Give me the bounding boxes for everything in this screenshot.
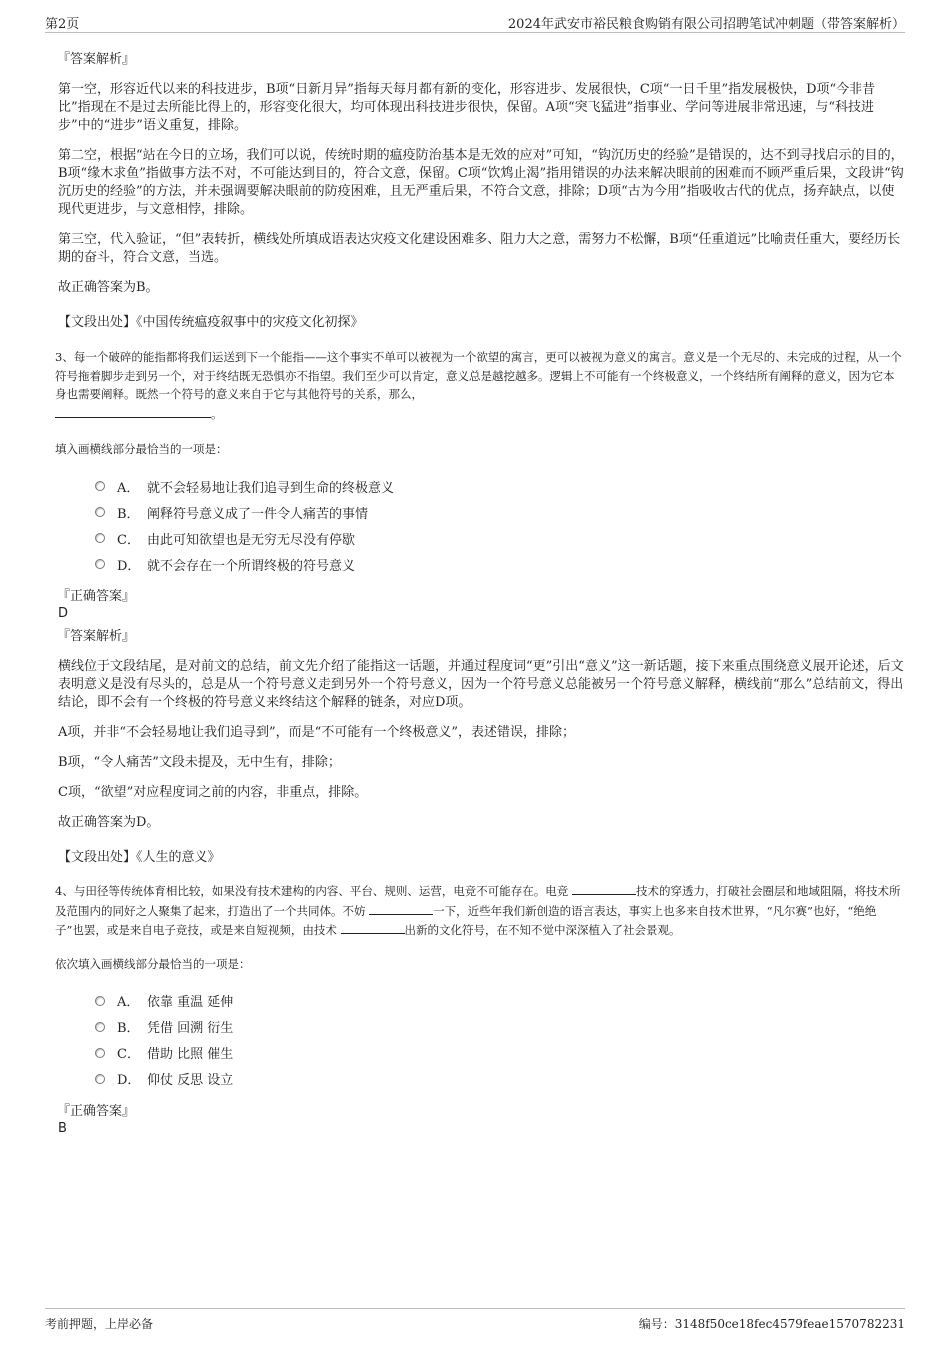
option-list <box>95 473 905 577</box>
option-b[interactable]: B． 凭借 回溯 衍生 <box>95 1014 905 1040</box>
page-header <box>45 10 905 33</box>
answer-blank <box>341 920 405 934</box>
question-prompt: 依次填入画横线部分最恰当的一项是： <box>55 956 251 971</box>
radio-icon[interactable] <box>95 1074 105 1084</box>
correct-answer: D <box>58 606 69 621</box>
option-a[interactable]: A． 就不会轻易地让我们追寻到生命的终极意义 <box>95 473 905 499</box>
answer-analysis-label: 『答案解析』 <box>57 52 136 67</box>
option-d[interactable]: D． 就不会存在一个所谓终极的符号意义 <box>95 551 905 577</box>
radio-icon[interactable] <box>95 533 105 543</box>
option-c[interactable]: C． 由此可知欲望也是无穷无尽没有停歇 <box>95 525 905 551</box>
conclusion: 故正确答案为D。 <box>58 815 160 830</box>
answer-blank <box>55 404 211 418</box>
answer-blank <box>572 881 636 895</box>
answer-blank <box>369 901 433 915</box>
radio-icon[interactable] <box>95 507 105 517</box>
conclusion: 故正确答案为B。 <box>58 280 159 295</box>
main-content <box>55 40 905 1136</box>
radio-icon[interactable] <box>95 1048 105 1058</box>
radio-icon[interactable] <box>95 996 105 1006</box>
option-a[interactable]: A． 依靠 重温 延伸 <box>95 988 905 1014</box>
radio-icon[interactable] <box>95 481 105 491</box>
analysis-paragraph: A项，并非“不会轻易地让我们追寻到”，而是“不可能有一个终极意义”，表述错误，排除； <box>58 725 575 740</box>
option-b[interactable]: B． 阐释符号意义成了一件令人痛苦的事情 <box>95 499 905 525</box>
correct-answer-label: 『正确答案』 <box>57 1103 136 1119</box>
page-footer <box>45 1308 905 1339</box>
document-title: 2024年武安市裕民粮食购销有限公司招聘笔试冲刺题（带答案解析） <box>507 17 905 32</box>
analysis-paragraph: C项，“欲望”对应程度词之前的内容，非重点，排除。 <box>58 785 368 800</box>
answer-analysis-label: 『答案解析』 <box>57 629 136 644</box>
question-prompt: 填入画横线部分最恰当的一项是： <box>55 442 228 456</box>
source-citation: 【文段出处】《人生的意义》 <box>58 850 221 865</box>
analysis-paragraph: 第一空，形容近代以来的科技进步，B项“日新月异”指每天每月都有新的变化，形容进步、发展很快，C项“一日千里”指发展极快，D项“今非昔比”指现在不是过去所能比得上的，形容变化很大，均可体现出科技进步很快，保留。A项“突飞猛进”指事业、学问等进展非常迅速，与“科技进步”中的“进步”语义重复，排除。 <box>58 82 876 133</box>
correct-answer-label: 『正确答案』 <box>57 589 136 604</box>
question-stem: 3、每一个破碎的能指都将我们运送到下一个能指——这个事实不单可以被视为一个欲望的寓言，更可以被视为意义的寓言。意义是一个无尽的、未完成的过程，从一个符号拖着脚步走到另一个，对于终结既无恐惧亦不指望。我们至少可以肯定，意义总是越挖越多。逻辑上不可能有一个终极意义，一个终结所有阐释的意义，因为它本身也需要阐释。既然一个符号的意义来自于它与其他符号的关系，那么， 。 <box>55 350 902 421</box>
analysis-paragraph: 横线位于文段结尾，是对前文的总结，前文先介绍了能指这一话题，并通过程度词“更”引出“意义”这一新话题，接下来重点围绕意义展开论述，后文表明意义是没有尽头的，总是从一个符号意义走到另外一个符号意义，因为一个符号意义总能被另一个符号意义解释，横线前“那么”总结前文，得出结论，即不会有一个终极的符号意义来终结这个解释的链条，对应D项。 <box>58 659 904 710</box>
analysis-paragraph: 第三空，代入验证，“但”表转折，横线处所填成语表达灾疫文化建设困难多、阻力大之意，需努力不松懈，B项“任重道远”比喻责任重大，要经历长期的奋斗，符合文意，当选。 <box>58 232 901 265</box>
document-id: 编号：3148f50ce18fec4579feae1570782231 <box>638 1317 905 1331</box>
footer-slogan: 考前押题，上岸必备 <box>45 1317 154 1331</box>
option-c[interactable]: C． 借助 比照 催生 <box>95 1040 905 1066</box>
source-citation: 【文段出处】《中国传统瘟疫叙事中的灾疫文化初探》 <box>58 315 364 330</box>
option-list <box>95 988 905 1092</box>
page-number: 第2页 <box>45 17 80 32</box>
radio-icon[interactable] <box>95 559 105 569</box>
option-d[interactable]: D． 仰仗 反思 设立 <box>95 1066 905 1092</box>
analysis-paragraph: 第二空，根据“站在今日的立场，我们可以说，传统时期的瘟疫防治基本是无效的应对”可知，“钩沉历史的经验”是错误的，达不到寻找启示的目的，B项“缘木求鱼”指做事方法不对，不可能达到目的，符合文意，保留。C项“饮鸩止渴”指用错误的办法来解决眼前的困难而不顾严重后果，文段讲“钩沉历史的经验”的方法，并未强调要解决眼前的防疫困难，且无严重后果，不符合文意，排除；D项“古为今用”指吸收古代的优点，扬弃缺点，以使现代更进步，与文意相悖，排除。 <box>58 148 904 217</box>
radio-icon[interactable] <box>95 1022 105 1032</box>
correct-answer: B <box>58 1120 67 1136</box>
question-stem: 4、与田径等传统体育相比较，如果没有技术建构的内容、平台、规则、运营，电竞不可能存在。电竞 技术的穿透力，打破社会圈层和地域阻隔，将技术所及范围内的同好之人聚集了起来，打造出了一个共同体。不妨 一下，近些年我们新创造的语言表达，事实上也多来自技术世界，“凡尔赛”也好，“绝绝子”也罢，或是来自电子竞技，或是来自短视频，由技术 出新的文化符号，在不知不觉中深深植入了社会景观。 <box>55 881 905 940</box>
analysis-paragraph: B项，“令人痛苦”文段未提及，无中生有，排除； <box>58 755 341 770</box>
